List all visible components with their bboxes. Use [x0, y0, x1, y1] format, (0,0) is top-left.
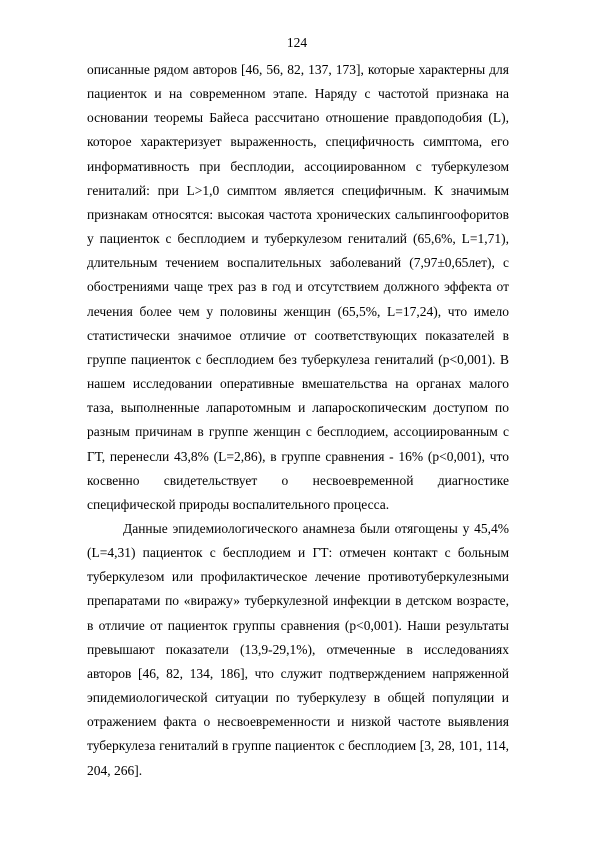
page-number: 124	[286, 35, 308, 50]
paragraph-epidemiological-anamnesis: Данные эпидемиологического анамнеза были отягощены у 45,4% (L=4,31) пациенток с бесплодием и ГТ: отмечен контакт с больным туберкулезом или профилактическое лечение противотуберкулезными препаратами по «виражу» туберкулезной инфекции в детском возрасте, в отличие от пациенток группы сравнения (p<0,001). Наши результаты превышают показатели (13,9-29,1%), отмеченные в исследованиях авторов [46, 82, 134, 186], что служит подтверждением напряженной эпидемиологической ситуации по туберкулезу в общей популяции и отражением факта о несвоевременности и низкой частоте выявления туберкулеза гениталий в группе пациенток с бесплодием [3, 28, 101, 114, 204, 266].	[87, 520, 509, 778]
page-body	[87, 58, 509, 783]
paragraph-continued: описанные рядом авторов [46, 56, 82, 137, 173], которые характерны для пациенток и на современном этапе. Наряду с частотой признака на основании теоремы Байеса рассчитано отношение правдоподобия (L), которое характеризует выраженность, специфичность симптома, его информативность при бесплодии, ассоциированном с туберкулезом гениталий: при L>1,0 симптом является специфичным. К значимым признакам относятся: высокая частота хронических сальпингоофоритов у пациенток с бесплодием и туберкулезом гениталий (65,6%, L=1,71), длительным течением воспалительных заболеваний (7,97±0,65лет), с обострениями чаще трех раз в год и отсутствием должного эффекта от лечения более чем у половины женщин (65,5%, L=17,24), что имело статистически значимое отличие от соответствующих показателей в группе пациенток с бесплодием без туберкулеза гениталий (p<0,001). В нашем исследовании оперативные вмешательства на органах малого таза, выполненные лапаротомным и лапароскопическим доступом по разным причинам в группе женщин с бесплодием, ассоциированным с ГТ, перенесли 43,8% (L=2,86), в группе сравнения - 16% (p<0,001), что косвенно свидетельствует о несвоевременной диагностике специфической природы воспалительного процесса.	[87, 62, 509, 512]
